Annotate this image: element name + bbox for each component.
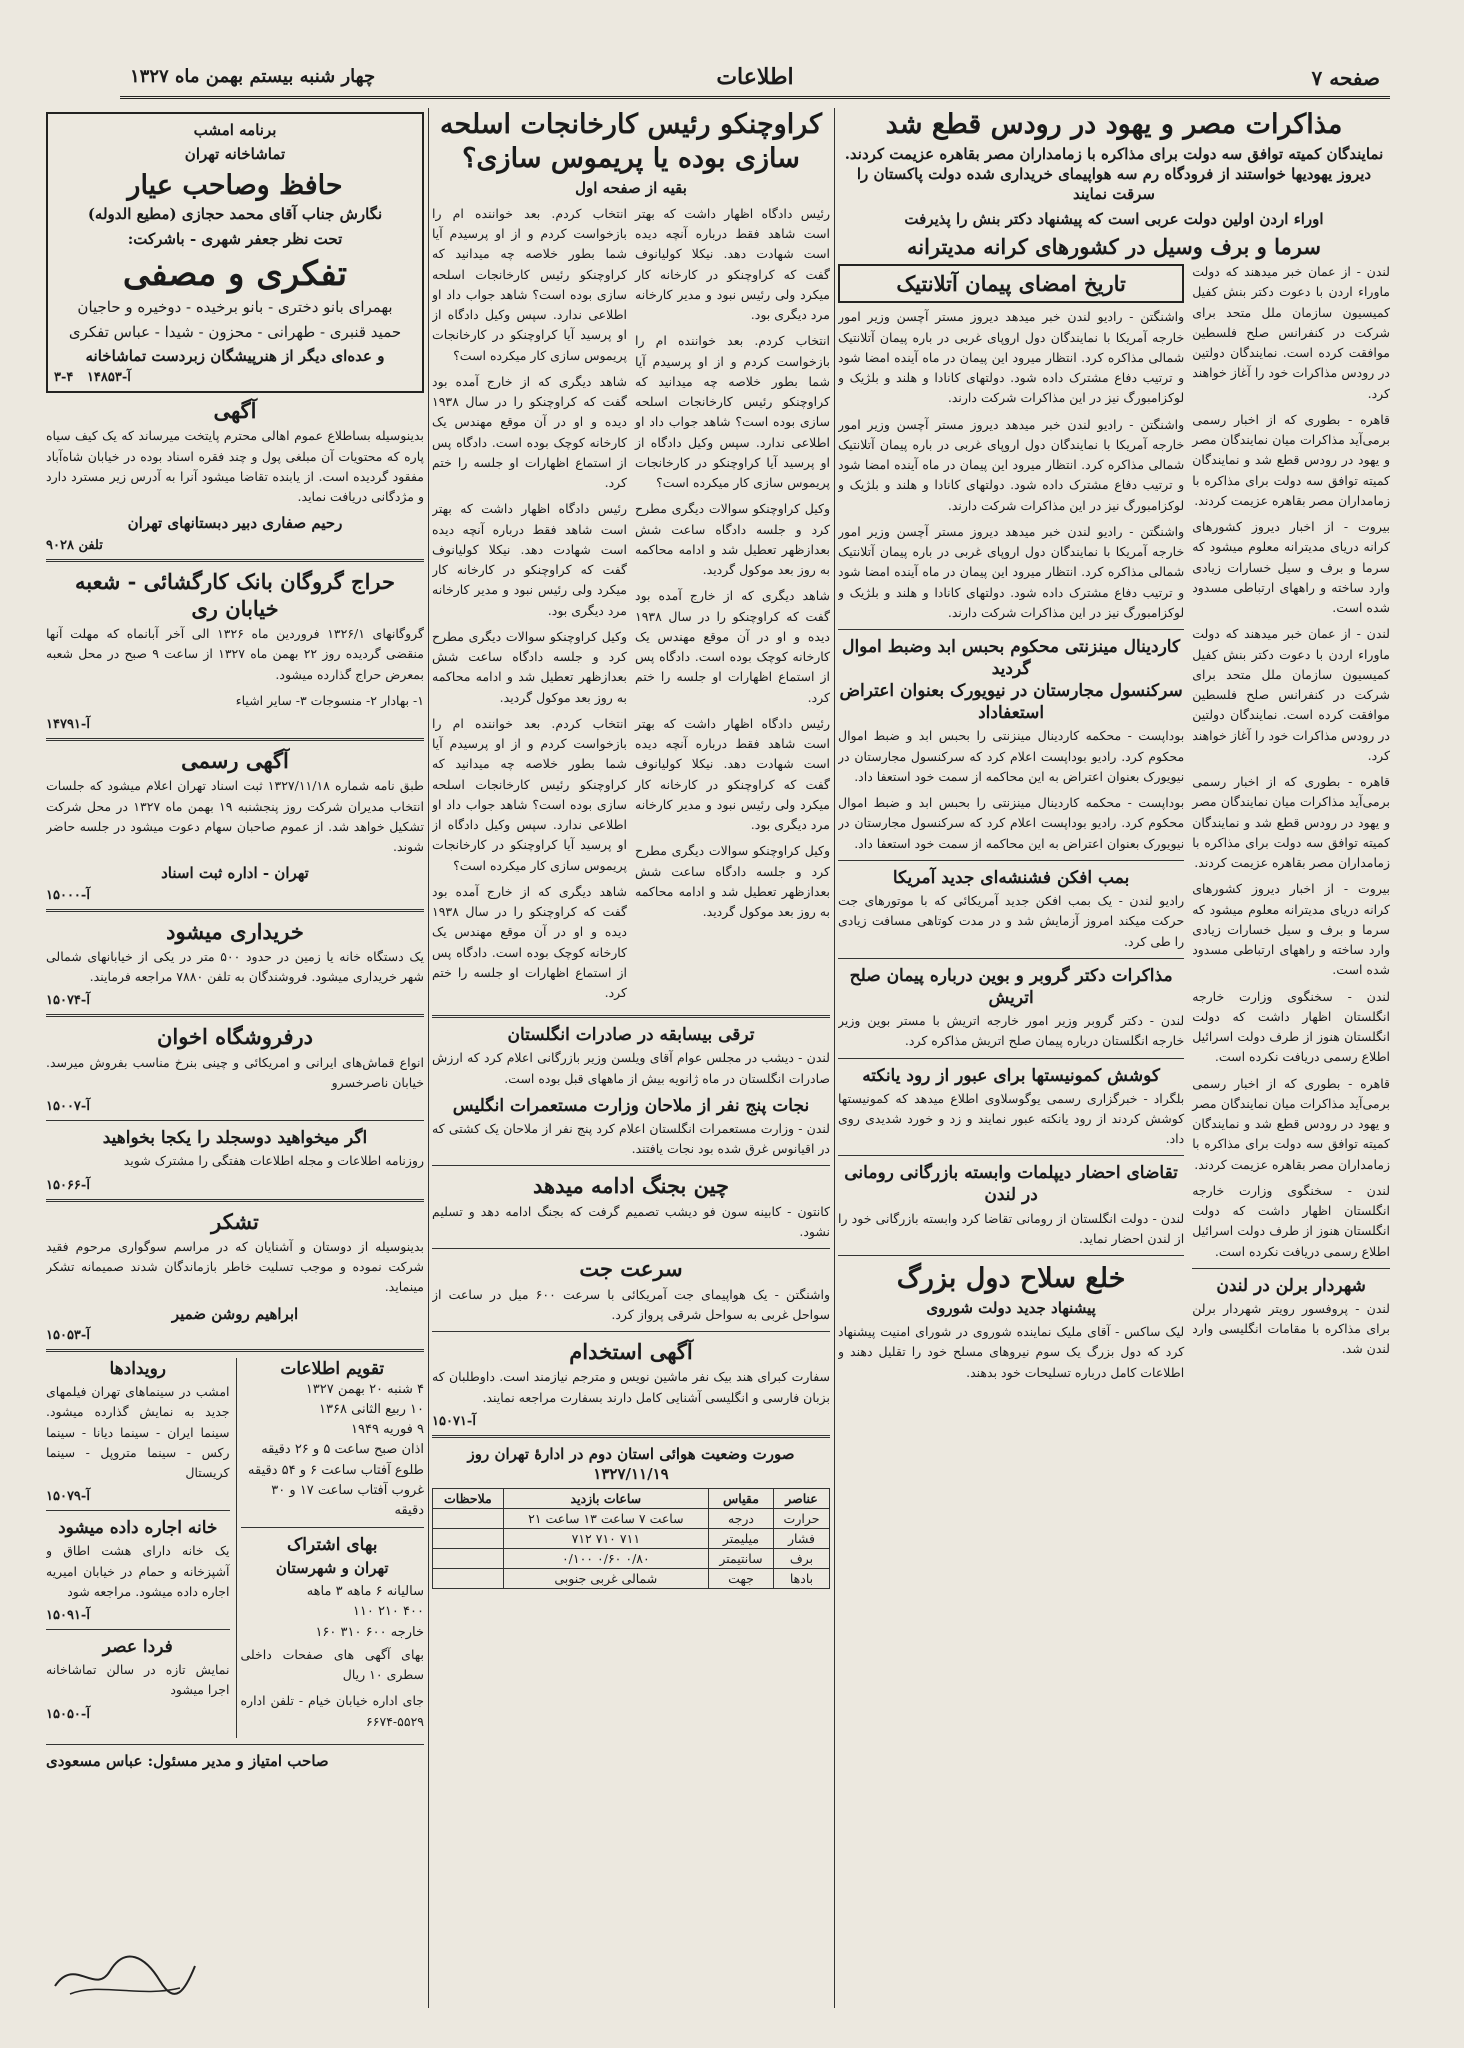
column-rule: [428, 108, 429, 2008]
headline-mayor: شهردار برلن در لندن: [1216, 1275, 1366, 1296]
theatre-name: تماشاخانه تهران: [184, 145, 286, 164]
ad-text: روزنامه اطلاعات و مجله اطلاعات هفتگی را مشترک شوید: [123, 1153, 424, 1169]
notice-sign: رحیم صفاری دبیر دبستانهای تهران: [127, 514, 343, 533]
ad-text: امشب در سینماهای تهران فیلمهای جدید به نمایش گذارده میشود. سینما ایران - سینما دیانا - سینما رکس - سینما متروپل - سینما کریستال: [46, 1384, 230, 1481]
article-text: لیک ساکس - آقای ملیک نماینده شوروی در شورای امنیت پیشنهاد کرد که دول بزرگ یک سوم نیروهای مسلح خود را تقلیل دهند و اطلاعات کامل درباره تسلیحات خود بدهند.: [838, 1324, 1185, 1380]
headline-rhodes-sub: نمایندگان کمیته توافق سه دولت برای مذاکره با زمامداران مصر بقاهره عزیمت کردند. دیروز یهودیها خواستند از فرودگاه رم سه هواپیمای خریداری شده دولت پاکستان را سرقت نمایند: [844, 144, 1384, 204]
ad-code: ۳-۴: [54, 370, 74, 385]
calendar: ۴ شنبه ۲۰ بهمن ۱۳۲۷ ۱۰ ربیع الثانی ۱۳۶۸ ۹ فوریه ۱۹۴۹ اذان صبح ساعت ۵ و ۲۶ دقیقه طلوع آفتاب ساعت ۶ و ۵۴ دقیقه غروب آفتاب ساعت ۱۷ و ۳۰ دقیقه: [248, 1382, 424, 1518]
headline-jordan: اوراء اردن اولین دولت عربی است که پیشنهاد دکتر بنش را پذیرفت: [904, 209, 1324, 228]
article-text: وکیل کراوچنکو سوالات دیگری مطرح کرد و جلسه دادگاه ساعت شش بعدازظهر تعطیل شد و ادامه محاکمه به روز بعد موکول گردید.: [432, 628, 627, 705]
article-text: لندن - دیشب در مجلس عوام آقای ویلسن وزیر بازرگانی اعلام کرد که ارزش صادرات انگلستان در ماه ژانویه بیش از ماههای قبل بوده است.: [432, 1050, 830, 1086]
notice-phone: تلفن ۹۰۲۸: [46, 537, 103, 553]
headline-romania: تقاضای احضار دیپلمات وابسته بازرگانی رومانی در لندن: [844, 1163, 1178, 1206]
article-text: بیروت - از اخبار دیروز کشورهای کرانه دریای مدیترانه معلوم میشود که سرما و برف و سیل خسارات زیادی وارد ساخته و راههای ارتباطی مسدود شده است.: [1192, 881, 1390, 978]
article-text: لندن - از عمان خبر میدهند که دولت ماوراء اردن با دعوت دکتر بنش کفیل کمیسیون سازمان ملل متحد برای شرکت در کنفرانس صلح فلسطین موافقت کرده است. نمایندگان دولتین در رودس مذاکرات خود را آغاز خواهند کرد.: [1192, 626, 1390, 763]
article-text: قاهره - بطوری که از اخبار رسمی برمی‌آید مذاکرات میان نمایندگان مصر و یهود در رودس قطع شد و نمایندگان کمیته توافق سه دولت برای مذاکره با زمامداران مصر بقاهره عزیمت کردند.: [1192, 774, 1390, 871]
headline-sailors: نجات پنج نفر از ملاحان وزارت مستعمرات انگلیس: [452, 1095, 810, 1116]
article-text: واشنگتن - رادیو لندن خبر میدهد دیروز مستر آچسن وزیر امور خارجه آمریکا با نمایندگان دول اروپای غربی در باره پیمان آتلانتیک شمالی مذاکره کرد. انتظار میرود این پیمان در ماه آینده امضا شود و ترتیب دفاع مشترک داده شود. دولتهای کانادا و هلند و بلژیک و لوکزامبورگ نیز در این مذاکرات شرکت دارند.: [838, 416, 1185, 513]
headline-disarm: خلع سلاح دول بزرگ: [896, 1263, 1126, 1295]
page-number: صفحه ۷: [1311, 66, 1380, 90]
ad-code: آ-۱۵۰۷۴: [46, 993, 90, 1009]
article-text: انتخاب کردم. بعد خواننده ام را بازخواست کردم و از او پرسیدم آیا شما بطور خلاصه چه میدانید که کراوچنکو رئیس کارخانجات اسلحه سازی بوده است؟ شاهد جواب داد او اطلاعی ندارد. سپس وکیل دادگاه از او پرسید آیا کراوچنکو در کارخانجات پریموس سازی کار میکرده است؟: [635, 333, 830, 490]
table-row: برف سانتیمتر ۰/۸۰ ۰/۶۰ ۰/۱۰۰: [433, 1549, 830, 1569]
ad-code: آ-۱۵۰۶۶: [46, 1177, 90, 1193]
article-text: بلگراد - خبرگزاری رسمی یوگوسلاوی اطلاع میدهد که کمونیستها کوشش کردند از رود یانکته عبور نمایند و زد و خورد شدیدی روی داد.: [838, 1090, 1185, 1147]
table-row: فشار میلیمتر ۷۱۱ ۷۱۰ ۷۱۲: [433, 1529, 830, 1549]
article-text: لندن - پروفسور رویتر شهردار برلن برای مذاکره با مقامات انگلیسی وارد لندن شد.: [1192, 1300, 1390, 1357]
play-author: نگارش جناب آقای محمد حجازی (مطیع الدوله): [87, 205, 383, 224]
article-text: لندن - سخنگوی وزارت خارجه انگلستان اظهار داشت که دولت انگلستان هنوز از طرف دولت اسرائیل اطلاع رسمی دریافت نکرده است.: [1192, 1182, 1390, 1259]
ad-text: نمایش تازه در سالن تماشاخانه اجرا میشود: [46, 1662, 230, 1698]
ad-text: بدینوسیله بساطلاع عموم اهالی محترم پایتخت میرساند که یک کیف سیاه پاره که محتویات آن مبلغی پول و چند فقره اسناد بوده در خیابان شاه‌آباد مفقود گردیده است. از یابنده تقاضا میشود آنرا به آدرس زیر مسترد دارد و مژدگانی دریافت نماید.: [46, 428, 424, 505]
thanks-head: تشکر: [211, 1208, 259, 1234]
program-label: برنامه امشب: [193, 121, 277, 139]
weather-col: ملاحظات: [433, 1489, 504, 1509]
ad-code: آ-۱۵۰۰۷: [46, 1099, 90, 1115]
article-text: لندن - وزارت مستعمرات انگلستان اعلام کرد پنج نفر از ملاحان یک کشتی که در اقیانوس غرق شده بود نجات یافتند.: [432, 1120, 830, 1157]
headline-bomber: بمب افکن فشنشه‌ای جدید آمریکا: [892, 867, 1130, 888]
article-text: بوداپست - محکمه کاردینال مینزنتی را بحبس ابد و ضبط اموال محکوم کرد. رادیو بوداپست اعلام کرد که سرکنسول مجارستان در نیویورک بعنوان اعتراض به این محاکمه از سمت خود استعفا داد.: [838, 728, 1185, 784]
right-column: [838, 108, 1390, 2008]
play-cast: بهمرای بانو دختری - بانو برخیده - دوخیره و حاجیان: [77, 298, 393, 317]
middle-column: [432, 108, 830, 2008]
headline-consul: سرکنسول مجارستان در نیویورک بعنوان اعتراض استعفاداد: [839, 681, 1183, 724]
sell-head: اگر میخواهید دوسجلد را یکجا بخواهید: [102, 1128, 368, 1149]
subscription-rates: سالیانه ۶ ماهه ۳ ماهه ۴۰۰ ۲۱۰ ۱۱۰ خارجه ۶۰۰ ۳۱۰ ۱۶۰: [306, 1584, 424, 1640]
article-text: شاهد دیگری که از خارج آمده بود گفت که کراوچنکو را در سال ۱۹۳۸ دیده و او در آن موقع مهندس یک کارخانه کوچک بوده است. دادگاه پس از استماع اظهارات او جلسه را ختم کرد.: [432, 883, 627, 1000]
article-text: رئیس دادگاه اظهار داشت که بهتر است شاهد فقط درباره آنچه دیده است شهادت دهد. نیکلا کولیانوف گفت که کراوچنکو در کارخانه کار میکرد ولی رئیس نبود و مدیر کارخانه مرد دیگری بود.: [635, 715, 830, 832]
headline-kravchenko: کراوچنکو رئیس کارخانجات اسلحه سازی بوده یا پریموس سازی؟: [440, 109, 822, 174]
article-text: انتخاب کردم. بعد خواننده ام را بازخواست کردم و از او پرسیدم آیا شما بطور خلاصه چه میدانید که کراوچنکو رئیس کارخانجات اسلحه سازی بوده است؟ شاهد جواب داد او اطلاعی ندارد. سپس وکیل دادگاه از او پرسید آیا کراوچنکو در کارخانجات پریموس سازی کار میکرده است؟: [432, 205, 627, 363]
weather-col: مقیاس: [708, 1489, 773, 1509]
table-row: بادها جهت شمالی غربی جنوبی: [433, 1569, 830, 1589]
headline-jet: سرعت جت: [579, 1256, 683, 1282]
store-head: درفروشگاه اخوان: [156, 1024, 314, 1050]
play-title: حافظ وصاحب عیار: [127, 169, 343, 201]
article-text: قاهره - بطوری که از اخبار رسمی برمی‌آید مذاکرات میان نمایندگان مصر و یهود در رودس قطع شد و نمایندگان کمیته توافق سه دولت برای مذاکره با زمامداران مصر بقاهره عزیمت کردند.: [1192, 1075, 1390, 1172]
weather-col: ساعات بازدید: [503, 1489, 708, 1509]
article-text: واشنگتن - رادیو لندن خبر میدهد دیروز مستر آچسن وزیر امور خارجه آمریکا با نمایندگان دول اروپای غربی در باره پیمان آتلانتیک شمالی مذاکره کرد. انتظار میرود این پیمان در ماه آینده امضا شود و ترتیب دفاع مشترک داده شود. دولتهای کانادا و هلند و بلژیک و لوکزامبورگ نیز در این مذاکرات شرکت دارند.: [838, 523, 1185, 620]
article-text: کانتون - کابینه سون فو دیشب تصمیم گرفت که بجنگ ادامه دهد و تسلیم نشود.: [432, 1203, 830, 1239]
calendar-head: تقویم اطلاعات: [280, 1358, 385, 1379]
owner-line: صاحب امتیاز و مدیر مسئول: عباس مسعودی: [46, 1751, 329, 1770]
ad-code: آ-۱۵۰۷۹: [46, 1489, 90, 1505]
article-text: واشنگتن - یک هواپیمای جت آمریکائی با سرعت ۶۰۰ میل در ساعت از سواحل غربی به سواحل شرقی پرواز کرد.: [432, 1286, 830, 1322]
weather-title: صورت وضعیت هوائی استان دوم در ادارهٔ تهران روز ۱۳۲۷/۱۱/۱۹: [467, 1444, 795, 1484]
article-text: لندن - دولت انگلستان از رومانی تقاضا کرد وابسته بازرگانی خود را از لندن احضار نماید.: [838, 1210, 1185, 1246]
ad-text: بدینوسیله از دوستان و آشنایان که در مراسم سوگواری مرحوم فقید شرکت نموده و موجب تسلیت خاطر بازماندگان شدند صمیمانه تشکر مینماید.: [46, 1238, 424, 1295]
headline-exports: ترقی بیسابقه در صادرات انگلستان: [507, 1025, 755, 1046]
ad-text: یک خانه دارای هشت اطاق و آشپزخانه و حمام در خیابان امیریه اجاره داده میشود. مراجعه شود: [46, 1543, 230, 1599]
article-text: لندن - دکتر گروبر وزیر امور خارجه اتریش با مستر بوین وزیر خارجه انگلستان درباره پیمان صلح اتریش مذاکره کرد.: [838, 1013, 1185, 1049]
headline-disarm-sub: پیشنهاد جدید دولت شوروی: [926, 1298, 1096, 1317]
left-column: [46, 108, 424, 2008]
headline-rhodes: مذاکرات مصر و یهود در رودس قطع شد: [885, 109, 1343, 140]
subscription-head: بهای اشتراک: [287, 1535, 378, 1555]
ad-code: آ-۱۴۷۹۱: [46, 717, 90, 733]
tomorrow-head: فردا عصر: [102, 1637, 173, 1658]
article-text: لندن - از عمان خبر میدهند که دولت ماوراء اردن با دعوت دکتر بنش کفیل کمیسیون سازمان ملل متحد برای شرکت در کنفرانس صلح فلسطین موافقت کرده است. نمایندگان دولتین در رودس مذاکرات خود را آغاز خواهند کرد.: [1192, 264, 1390, 401]
issue-date: چهار شنبه بیستم بهمن ماه ۱۳۲۷: [130, 66, 376, 87]
column-rule: [834, 108, 835, 2008]
play-stars: تفکری و مصفی: [122, 253, 348, 294]
article-text: قاهره - بطوری که از اخبار رسمی برمی‌آید مذاکرات میان نمایندگان مصر و یهود در رودس قطع شد و نمایندگان کمیته توافق سه دولت برای مذاکره با زمامداران مصر بقاهره عزیمت کردند.: [1192, 411, 1390, 508]
ad-text: گروگانهای ۱۳۲۶/۱ فروردین ماه ۱۳۲۶ الی آخر آبانماه که مهلت آنها منقضی گردیده روز ۲۲ بهمن ماه ۱۳۲۷ از ساعت ۹ صبح در محل شعبه بمعرض حراج گذارده میشود.: [46, 626, 424, 682]
article-text: رئیس دادگاه اظهار داشت که بهتر است شاهد فقط درباره آنچه دیده است شهادت دهد. نیکلا کولیانوف گفت که کراوچنکو در کارخانه کار میکرد ولی رئیس نبود و مدیر کارخانه مرد دیگری بود.: [432, 501, 627, 618]
ad-text: انواع قماش‌های ایرانی و امریکائی و چینی بنرخ مناسب بفروش میرسد. خیابان ناصرخسرو: [46, 1054, 424, 1091]
signature-graphic: [50, 1946, 200, 2004]
notice-head: آگهی: [213, 398, 257, 423]
headline-hiring: آگهی استخدام: [569, 1339, 693, 1365]
play-cast: حمید قنبری - طهرانی - محزون - شیدا - عباس تفکری: [68, 322, 402, 341]
official-head: آگهی رسمی: [181, 748, 289, 774]
article-text: لندن - سخنگوی وزارت خارجه انگلستان اظهار داشت که دولت انگلستان هنوز از طرف دولت اسرائیل اطلاع رسمی دریافت نکرده است.: [1192, 988, 1390, 1065]
house-head: خانه اجاره داده میشود: [58, 1518, 218, 1539]
article-text: بوداپست - محکمه کاردینال مینزنتی را بحبس ابد و ضبط اموال محکوم کرد. رادیو بوداپست اعلام کرد که سرکنسول مجارستان در نیویورک بعنوان اعتراض به این محاکمه از سمت خود استعفا داد.: [838, 795, 1185, 851]
continued-note: بقیه از صفحه اول: [575, 178, 687, 197]
thanks-sign: ابراهیم روشن ضمیر: [171, 1304, 299, 1323]
article-text: واشنگتن - رادیو لندن خبر میدهد دیروز مستر آچسن وزیر امور خارجه آمریکا با نمایندگان دول اروپای غربی در باره پیمان آتلانتیک شمالی مذاکره کرد. انتظار میرود این پیمان در ماه آینده امضا شود و ترتیب دفاع مشترک داده شود. دولتهای کانادا و هلند و بلژیک و لوکزامبورگ نیز در این مذاکرات شرکت دارند.: [838, 309, 1185, 406]
subscription-ads: بهای آگهی های صفحات داخلی سطری ۱۰ ریال: [240, 1646, 424, 1683]
theatre-ad: [46, 112, 424, 393]
article-text: رئیس دادگاه اظهار داشت که بهتر است شاهد فقط درباره آنچه دیده است شهادت دهد. نیکلا کولیانوف گفت که کراوچنکو در کارخانه کار میکرد ولی رئیس نبود و مدیر کارخانه مرد دیگری بود.: [635, 205, 830, 322]
ad-text: یک دستگاه خانه یا زمین در حدود ۵۰۰ متر در یکی از خیابانهای شمالی شهر خریداری میشود. فروشندگان به تلفن ۷۸۸۰ مراجعه فرمایند.: [46, 948, 424, 985]
headline-cardinal: کاردینال مینزنتی محکوم بحبس ابد وضبط اموال گردید: [842, 637, 1181, 680]
article-text: وکیل کراوچنکو سوالات دیگری مطرح کرد و جلسه دادگاه ساعت شش بعدازظهر تعطیل شد و ادامه محاکمه به روز بعد موکول گردید.: [635, 843, 830, 919]
play-note: و عده‌ای دیگر از هنرپیشگان زبردست تماشاخانه: [85, 346, 385, 365]
play-director: تحت نظر جعفر شهری - باشرکت:: [127, 229, 343, 248]
ad-text: ۱- بهادار ۲- منسوجات ۳- سایر اشیاء: [235, 692, 424, 708]
official-sign: تهران - اداره ثبت اسناد: [161, 864, 309, 883]
article-text: سفارت کبرای هند بیک نفر ماشین نویس و مترجم نیازمند است. داوطلبان که بزبان فارسی و انگلیسی آشنایی کامل دارند بسفارت مراجعه نمایند.: [432, 1369, 830, 1405]
article-text: انتخاب کردم. بعد خواننده ام را بازخواست کردم و از او پرسیدم آیا شما بطور خلاصه چه میدانید که کراوچنکو رئیس کارخانجات اسلحه سازی بوده است؟ شاهد جواب داد او اطلاعی ندارد. سپس وکیل دادگاه از او پرسید آیا کراوچنکو در کارخانجات پریموس سازی کار میکرده است؟: [432, 715, 627, 873]
article-text: رادیو لندن - یک بمب افکن جدید آمریکائی که با موتورهای جت حرکت میکند امروز آزمایش شد و در مدت کوتاهی مسافت زیادی را طی کرد.: [838, 893, 1185, 949]
ad-code: آ-۱۵۰۹۱: [46, 1608, 90, 1624]
ad-code: آ-۱۵۰۷۱: [432, 1413, 476, 1429]
subscription-line: تهران و شهرستان: [275, 1559, 389, 1578]
headline-weather: سرما و برف وسیل در کشورهای کرانه مدیترانه: [907, 233, 1321, 259]
headline-atlantic: تاریخ امضای پیمان آتلانتیک: [896, 271, 1126, 297]
article-text: بیروت - از اخبار دیروز کشورهای کرانه دریای مدیترانه معلوم میشود که سرما و برف و سیل خسارات زیادی وارد ساخته و راههای ارتباطی مسدود شده است.: [1192, 519, 1390, 616]
ad-code: آ-۱۵۰۰۰: [46, 887, 90, 903]
paper-name: اطلاعات: [716, 64, 794, 90]
ad-code: آ-۱۴۸۵۳: [86, 370, 131, 385]
ad-text: طبق نامه شماره ۱۳۲۷/۱۱/۱۸ ثبت اسناد تهران اعلام میشود که جلسات انتخاب مدیران شرکت روز پنجشنبه ۱۹ بهمن ماه ۱۳۲۷ در محل شرکت تشکیل خواهد شد. از عموم صاحبان سهام دعوت میشود در جلسه حاضر شوند.: [46, 778, 424, 855]
office-address: جای اداره خیابان خیام - تلفن اداره ۵۵۲۹-۶۶۷۴: [240, 1693, 424, 1729]
cinema-head: رویدادها: [109, 1358, 166, 1379]
headline-grover: مذاکرات دکتر گروبر و بوین درباره پیمان صلح اتریش: [849, 965, 1173, 1008]
weather-col: عناصر: [774, 1489, 830, 1509]
headline-china: چین بجنگ ادامه میدهد: [532, 1173, 729, 1199]
auction-head: حراج گروگان بانک کارگشائی - شعبه خیابان ری: [75, 568, 395, 621]
page-header: [120, 62, 1390, 99]
ad-code: آ-۱۵۰۵۰: [46, 1706, 90, 1722]
article-text: شاهد دیگری که از خارج آمده بود گفت که کراوچنکو را در سال ۱۹۳۸ دیده و او در آن موقع مهندس یک کارخانه کوچک بوده است. دادگاه پس از استماع اظهارات او جلسه را ختم کرد.: [432, 373, 627, 490]
ad-code: آ-۱۵۰۵۳: [46, 1327, 90, 1343]
article-text: شاهد دیگری که از خارج آمده بود گفت که کراوچنکو را در سال ۱۹۳۸ دیده و او در آن موقع مهندس یک کارخانه کوچک بوده است. دادگاه پس از استماع اظهارات او جلسه را ختم کرد.: [635, 588, 830, 705]
headline-yugoslavia: کوشش کمونیستها برای عبور از رود یانکته: [862, 1065, 1160, 1086]
weather-table: [432, 1488, 830, 1589]
buy-head: خریداری میشود: [166, 918, 304, 944]
article-text: وکیل کراوچنکو سوالات دیگری مطرح کرد و جلسه دادگاه ساعت شش بعدازظهر تعطیل شد و ادامه محاکمه به روز بعد موکول گردید.: [635, 501, 830, 577]
table-row: حرارت درجه ساعت ۷ ساعت ۱۳ ساعت ۲۱: [433, 1509, 830, 1529]
